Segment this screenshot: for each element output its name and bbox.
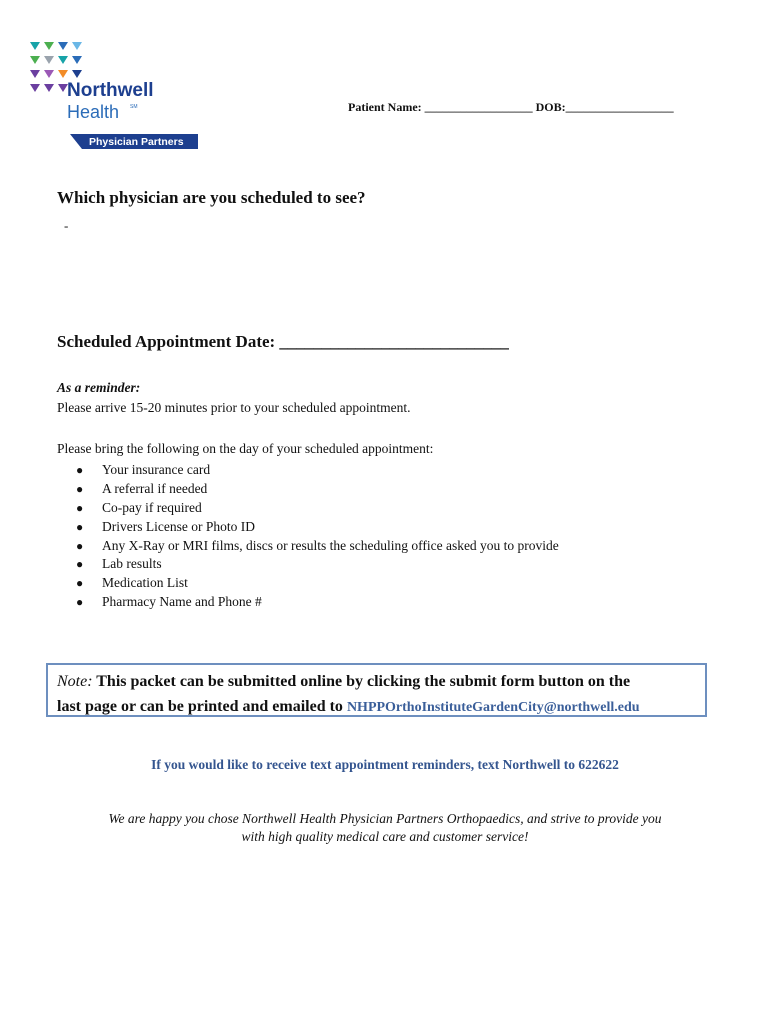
bullet-icon: ● <box>76 538 84 553</box>
reminder-title: As a reminder: <box>57 380 141 395</box>
bullet-icon: ● <box>76 519 84 534</box>
bring-list <box>57 461 559 612</box>
bullet-icon: ● <box>76 463 84 477</box>
logo-trademark: SM <box>130 104 138 110</box>
logo-brand-line1: Northwell <box>67 80 154 101</box>
bring-list-intro: Please bring the following on the day of your scheduled appointment: <box>57 441 434 456</box>
bullet-icon: ● <box>76 557 84 572</box>
closing-line1: We are happy you chose Northwell Health Physician Partners Orthopaedics, and strive to provide you <box>108 811 662 826</box>
list-item-label: Medication List <box>102 575 188 591</box>
bullet-icon: ● <box>76 481 84 496</box>
list-item-label: A referral if needed <box>102 480 208 496</box>
list-item <box>57 480 559 499</box>
list-item-label: Pharmacy Name and Phone # <box>102 594 262 610</box>
list-item-label: Your insurance card <box>102 462 211 477</box>
submission-note-box <box>46 663 707 717</box>
email-link[interactable]: NHPPOrthoInstituteGardenCity@northwell.edu <box>346 700 640 715</box>
patient-name-dob-line: Patient Name: __________________ DOB:__________________ <box>348 100 674 114</box>
list-item <box>57 499 559 518</box>
list-item <box>57 555 559 574</box>
list-item-label: Any X-Ray or MRI films, discs or results the scheduling office asked you to provide <box>102 537 559 553</box>
list-item <box>57 461 559 480</box>
logo-brand-line2: Health <box>67 102 120 122</box>
list-item-label: Lab results <box>102 556 162 572</box>
bullet-icon: ● <box>76 595 84 610</box>
list-item-label: Drivers License or Photo ID <box>102 518 255 534</box>
note-line2: last page or can be printed and emailed to <box>57 698 347 715</box>
list-item-label: Co-pay if required <box>102 499 202 515</box>
northwell-logo <box>26 38 206 153</box>
list-item <box>57 574 559 593</box>
bullet-icon: ● <box>76 500 84 515</box>
text-reminder-notice: If you would like to receive text appointment reminders, text Northwell to 622622 <box>151 757 619 772</box>
closing-message <box>0 810 770 846</box>
closing-line2: with high quality medical care and customer service! <box>241 829 529 844</box>
list-item <box>57 518 559 537</box>
logo-sub-brand: Physician Partners <box>89 136 184 148</box>
appointment-date-heading: Scheduled Appointment Date: ___________________________ <box>57 332 509 351</box>
list-item <box>57 537 559 556</box>
reminder-text: Please arrive 15-20 minutes prior to your scheduled appointment. <box>57 400 411 415</box>
note-label: Note: <box>57 673 93 690</box>
physician-answer: - <box>64 218 69 233</box>
physician-question-heading: Which physician are you scheduled to see? <box>57 188 366 207</box>
bullet-icon: ● <box>76 576 84 591</box>
note-line1: This packet can be submitted online by clicking the submit form button on the <box>92 673 631 690</box>
list-item <box>57 593 559 612</box>
